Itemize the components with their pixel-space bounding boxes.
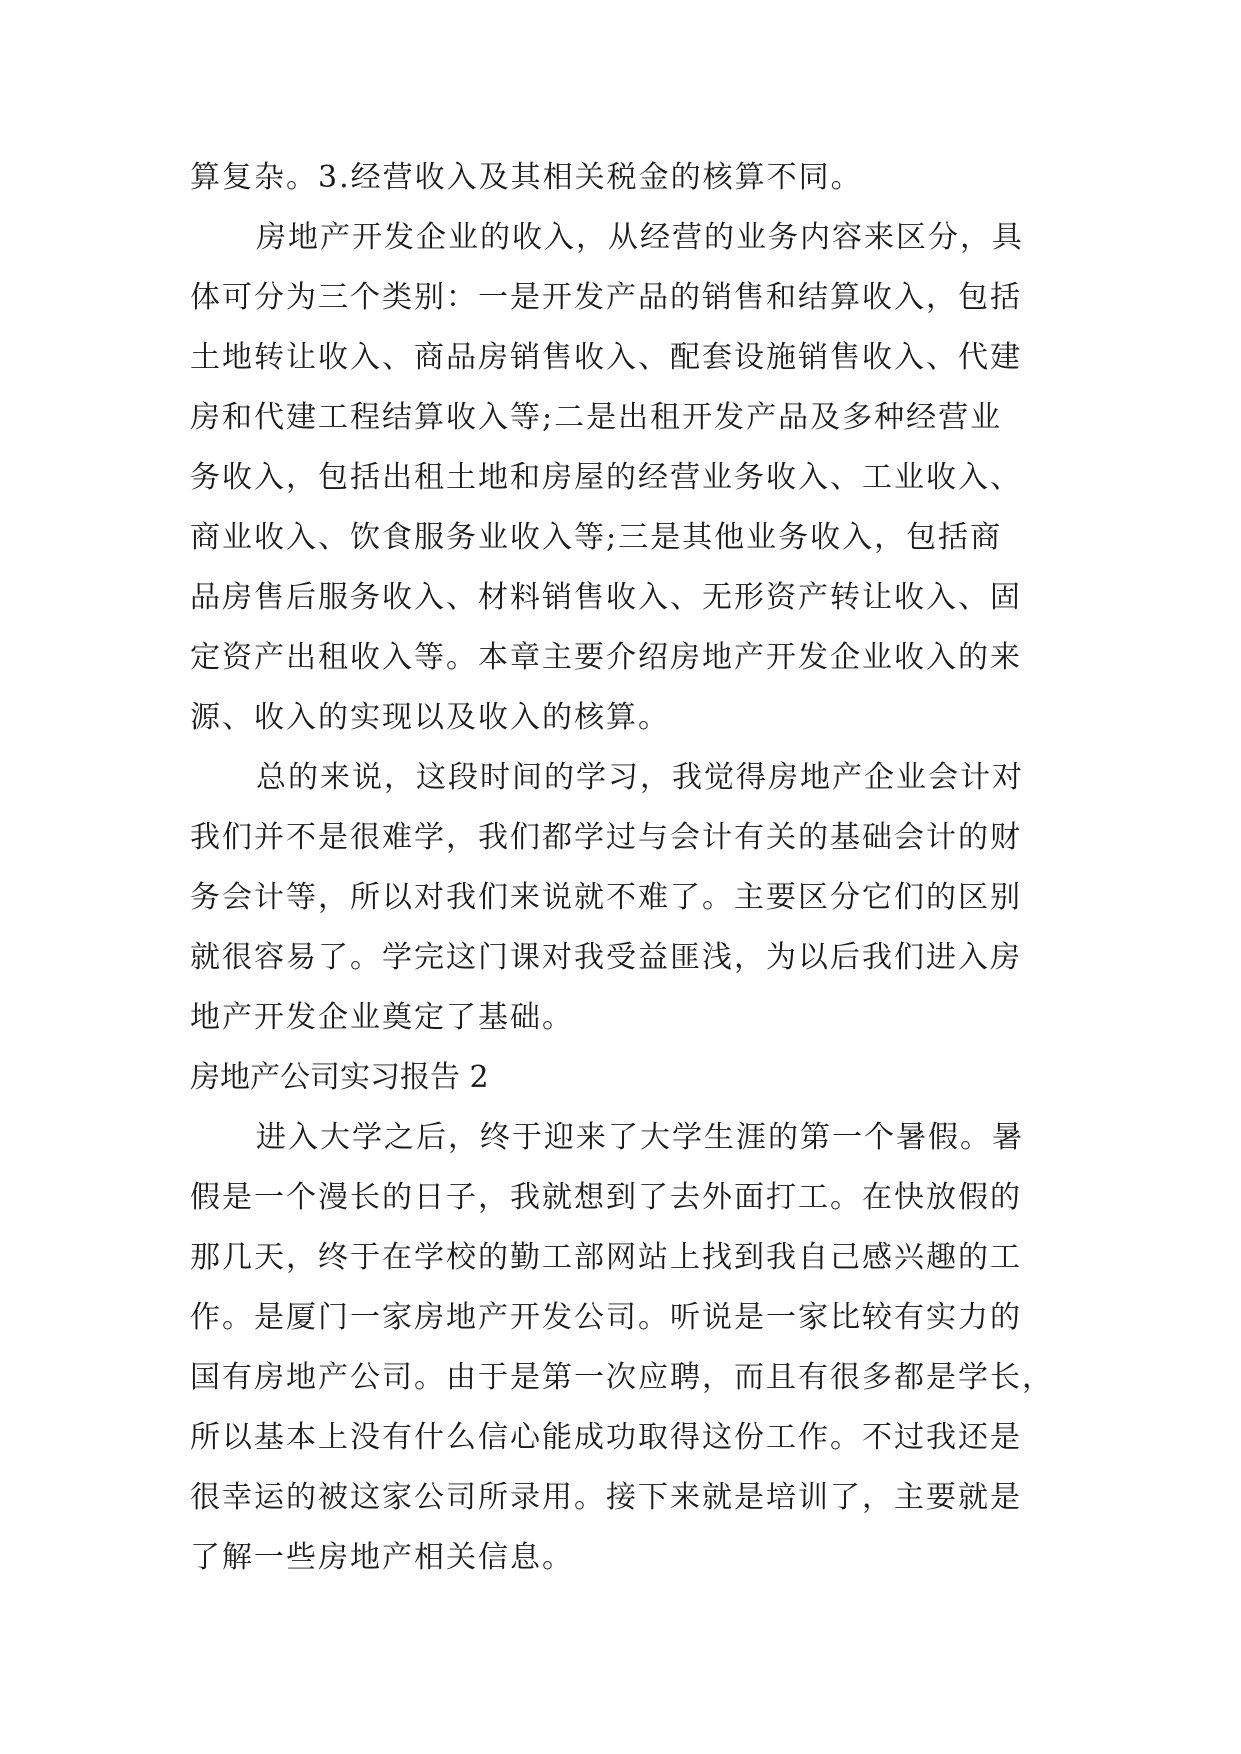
paragraph-line: 务会计等，所以对我们来说就不难了。主要区分它们的区别 bbox=[190, 880, 1022, 915]
document-body bbox=[190, 148, 1060, 1588]
paragraph-line: 商业收入、饮食服务业收入等;三是其他业务收入，包括商 bbox=[190, 520, 1003, 555]
paragraph-line: 算复杂。3.经营收入及其相关税金的核算不同。 bbox=[190, 160, 863, 195]
paragraph-line: 假是一个漫长的日子，我就想到了去外面打工。在快放假的 bbox=[190, 1180, 1022, 1215]
paragraph-line: 国有房地产公司。由于是第一次应聘，而且有很多都是学长， bbox=[190, 1360, 1054, 1395]
paragraph-line: 源、收入的实现以及收入的核算。 bbox=[190, 700, 670, 735]
paragraph-line: 作。是厦门一家房地产开发公司。听说是一家比较有实力的 bbox=[190, 1300, 1022, 1335]
paragraph-line: 务收入，包括出租土地和房屋的经营业务收入、工业收入、 bbox=[190, 460, 1022, 495]
paragraph-line: 房地产开发企业的收入，从经营的业务内容来区分，具 bbox=[256, 220, 1024, 255]
paragraph-line: 所以基本上没有什么信心能成功取得这份工作。不过我还是 bbox=[190, 1420, 1022, 1455]
paragraph-line: 地产开发企业奠定了基础。 bbox=[190, 1000, 574, 1035]
section-heading: 房地产公司实习报告 2 bbox=[190, 1060, 489, 1095]
paragraph-line: 总的来说，这段时间的学习，我觉得房地产企业会计对 bbox=[256, 760, 1024, 795]
paragraph-line: 很幸运的被这家公司所录用。接下来就是培训了，主要就是 bbox=[190, 1480, 1022, 1515]
paragraph-line: 那几天，终于在学校的勤工部网站上找到我自己感兴趣的工 bbox=[190, 1240, 1022, 1275]
paragraph-line: 就很容易了。学完这门课对我受益匪浅，为以后我们进入房 bbox=[190, 940, 1022, 975]
paragraph-line: 房和代建工程结算收入等;二是出租开发产品及多种经营业 bbox=[190, 400, 1003, 435]
paragraph-line: 我们并不是很难学，我们都学过与会计有关的基础会计的财 bbox=[190, 820, 1022, 855]
paragraph-line: 体可分为三个类别：一是开发产品的销售和结算收入，包括 bbox=[190, 280, 1022, 315]
paragraph-line: 品房售后服务收入、材料销售收入、无形资产转让收入、固 bbox=[190, 580, 1022, 615]
paragraph-line: 定资产出租收入等。本章主要介绍房地产开发企业收入的来 bbox=[190, 640, 1022, 675]
paragraph-line: 了解一些房地产相关信息。 bbox=[190, 1540, 574, 1575]
paragraph-line: 土地转让收入、商品房销售收入、配套设施销售收入、代建 bbox=[190, 340, 1022, 375]
paragraph-line: 进入大学之后，终于迎来了大学生涯的第一个暑假。暑 bbox=[256, 1120, 1024, 1155]
